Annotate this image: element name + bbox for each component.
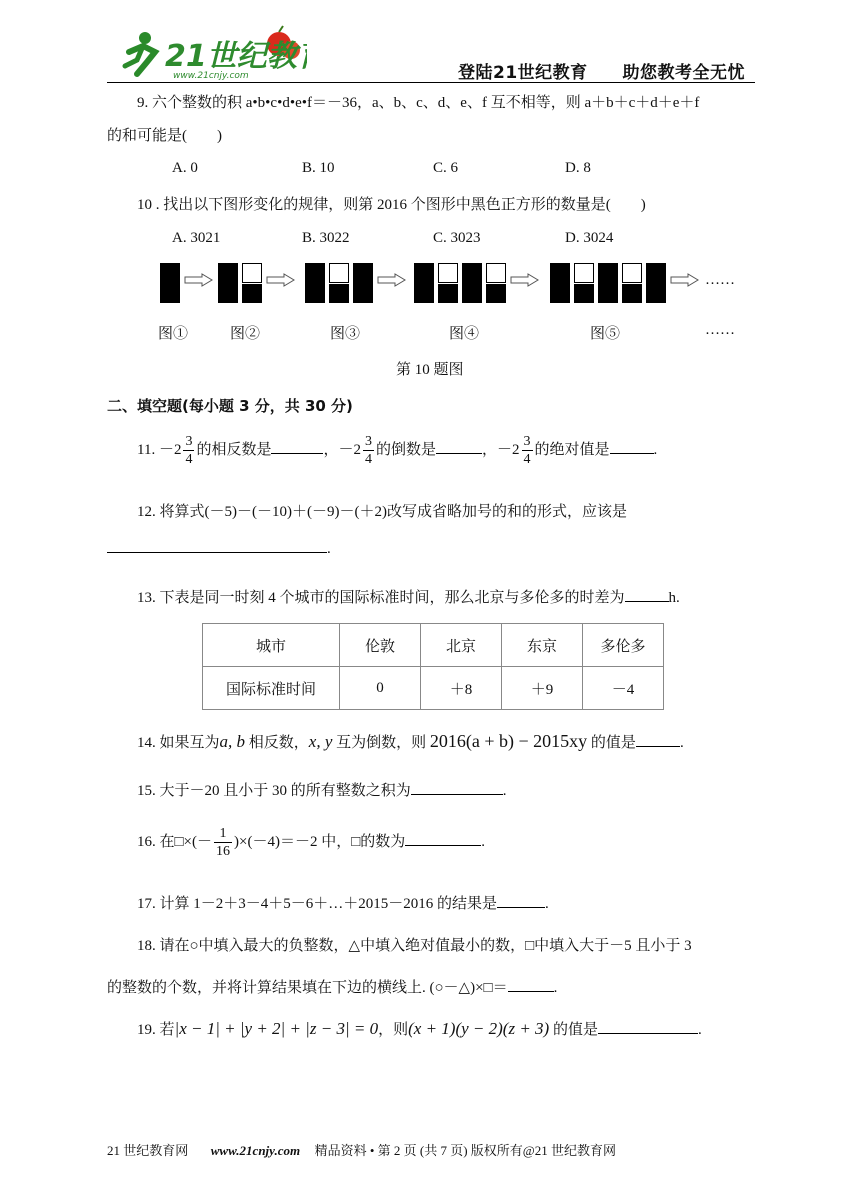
site-logo[interactable] bbox=[107, 22, 307, 82]
logo-graphic bbox=[107, 22, 307, 82]
fig-label-2: 图② bbox=[230, 326, 261, 342]
fig4-black-square bbox=[486, 284, 506, 303]
q18-line2 bbox=[107, 976, 557, 997]
q19-blank[interactable] bbox=[598, 1019, 698, 1034]
table-header-cell: 北京 bbox=[421, 624, 502, 667]
fig5-black-square bbox=[598, 263, 618, 303]
fig-label-4: 图④ bbox=[449, 326, 480, 342]
header-rule bbox=[107, 82, 755, 83]
fig5-black-square bbox=[622, 284, 642, 303]
fig4-black-square bbox=[438, 284, 458, 303]
q11-fraction-3: $\frac{3}{4}$ bbox=[523, 434, 531, 468]
fig5-white-square bbox=[574, 263, 594, 283]
arrow-right-icon bbox=[670, 273, 700, 287]
q11-blank-1[interactable] bbox=[271, 439, 323, 454]
q9-option-a[interactable]: A. 0 bbox=[172, 160, 198, 176]
table-header-cell: 伦敦 bbox=[340, 624, 421, 667]
fig2-white-square bbox=[242, 263, 262, 283]
q10-stem: 10 . 找出以下图形变化的规律，则第 2016 个图形中黑色正方形的数量是( ) bbox=[137, 197, 646, 213]
table-header-cell: 多伦多 bbox=[583, 624, 664, 667]
fig-label-1: 图① bbox=[158, 326, 189, 342]
q10-option-b[interactable]: B. 3022 bbox=[302, 230, 350, 246]
q14-pre: 14. 如果互为 bbox=[137, 735, 220, 751]
fig4-black-square bbox=[414, 263, 434, 303]
fig-label-ellipsis: …… bbox=[705, 322, 735, 338]
fig5-black-square bbox=[646, 263, 666, 303]
slogan-site: 登陆21世纪教育 bbox=[458, 63, 588, 83]
fig2-black-square bbox=[242, 284, 262, 303]
fig4-black-square bbox=[462, 263, 482, 303]
q14-expression: 2016(a + b) − 2015xy bbox=[429, 731, 588, 751]
footer-url[interactable]: www.21cnjy.com bbox=[210, 1143, 301, 1158]
q11-part2: 的倒数是 bbox=[375, 442, 436, 458]
q12-blank[interactable] bbox=[107, 538, 327, 553]
logo-url: www.21cnjy.com bbox=[173, 71, 249, 81]
q14-end: . bbox=[679, 735, 684, 751]
q16-post: )×(－4)＝－2 中，□的数为 bbox=[234, 834, 406, 850]
fig-label-5: 图⑤ bbox=[590, 326, 621, 342]
table-row bbox=[203, 624, 664, 667]
fig5-black-square bbox=[550, 263, 570, 303]
q10-option-c[interactable]: C. 3023 bbox=[433, 230, 481, 246]
q9-option-d[interactable]: D. 8 bbox=[565, 160, 591, 176]
table-cell: 国际标准时间 bbox=[203, 667, 340, 710]
q16 bbox=[137, 820, 485, 864]
q11-part3: 的绝对值是 bbox=[534, 442, 610, 458]
arrow-right-icon bbox=[184, 273, 214, 287]
q11-sep2: ，－2 bbox=[482, 442, 520, 458]
fig1-black-square bbox=[160, 263, 180, 303]
fig4-white-square bbox=[438, 263, 458, 283]
q19-mid: ，则 bbox=[378, 1022, 409, 1038]
q14-xy: x, y bbox=[308, 732, 333, 751]
q18-line2-text: 的整数的个数，并将计算结果填在下边的横线上. (○－△)×□＝ bbox=[107, 980, 508, 996]
q18-end: . bbox=[553, 980, 558, 996]
table-cell: ＋9 bbox=[502, 667, 583, 710]
q14-post: 的值是 bbox=[587, 735, 636, 751]
q13-unit: h. bbox=[668, 590, 680, 606]
q10-option-a[interactable]: A. 3021 bbox=[172, 230, 221, 246]
q11 bbox=[137, 430, 657, 470]
q13-blank[interactable] bbox=[625, 587, 669, 602]
q14-ab: a, b bbox=[219, 732, 246, 751]
q16-pre: 16. 在□×(－ bbox=[137, 834, 213, 850]
q16-end: . bbox=[481, 834, 486, 850]
q16-fraction: $\frac{1}{16}$ bbox=[216, 826, 231, 860]
q11-fraction-2: $\frac{3}{4}$ bbox=[364, 434, 372, 468]
q11-end: . bbox=[653, 442, 658, 458]
q9-line1: 9. 六个整数的积 a•b•c•d•e•f＝－36，a、b、c、d、e、f 互不相等，则 a＋b＋c＋d＋e＋f bbox=[137, 95, 700, 111]
fig-label-3: 图③ bbox=[330, 326, 361, 342]
arrow-right-icon bbox=[510, 273, 540, 287]
table-row bbox=[203, 667, 664, 710]
table-cell: 0 bbox=[340, 667, 421, 710]
table-header-cell: 东京 bbox=[502, 624, 583, 667]
arrow-right-icon bbox=[266, 273, 296, 287]
q12-line1: 12. 将算式(－5)－(－10)＋(－9)－(＋2)改写成省略加号的和的形式，应该是 bbox=[137, 504, 627, 520]
fig4-white-square bbox=[486, 263, 506, 283]
q15-stem: 15. 大于－20 且小于 30 的所有整数之积为 bbox=[137, 783, 411, 799]
q11-blank-3[interactable] bbox=[610, 439, 654, 454]
q16-blank[interactable] bbox=[405, 831, 481, 846]
q19-pre: 19. 若 bbox=[137, 1022, 175, 1038]
q15 bbox=[137, 779, 507, 800]
q12-line2 bbox=[107, 538, 331, 558]
table-cell: －4 bbox=[583, 667, 664, 710]
q11-fraction-1: $\frac{3}{4}$ bbox=[185, 434, 193, 468]
q14-mid: 相反数， bbox=[245, 735, 309, 751]
slogan-motto: 助您教考全无忧 bbox=[622, 63, 746, 83]
table-cell: ＋8 bbox=[421, 667, 502, 710]
q11-prefix: 11. －2 bbox=[137, 442, 182, 458]
q14-mid2: 互为倒数，则 bbox=[332, 735, 430, 751]
fig5-white-square bbox=[622, 263, 642, 283]
logo-text: 21世纪教 bbox=[165, 39, 297, 74]
fig3-white-square bbox=[329, 263, 349, 283]
header-slogan bbox=[458, 58, 745, 83]
q15-end: . bbox=[502, 783, 507, 799]
fig3-black-square bbox=[329, 284, 349, 303]
q13-line bbox=[137, 586, 680, 607]
fig-ellipsis: …… bbox=[705, 272, 735, 288]
q19-expression-2: (x + 1)(y − 2)(z + 3) bbox=[408, 1019, 550, 1038]
table-header-cell: 城市 bbox=[203, 624, 340, 667]
footer-site: 21 世纪教育网 bbox=[107, 1143, 189, 1158]
fig3-black-square bbox=[353, 263, 373, 303]
q19-end: . bbox=[697, 1022, 702, 1038]
q18-line1: 18. 请在○中填入最大的负整数，△中填入绝对值最小的数，□中填入大于－5 且小于 3 bbox=[137, 938, 692, 954]
q17-end: . bbox=[545, 896, 549, 912]
q17-stem: 17. 计算 1－2＋3－4＋5－6＋…＋2015－2016 的结果是 bbox=[137, 896, 498, 912]
fig3-black-square bbox=[305, 263, 325, 303]
q11-blank-2[interactable] bbox=[436, 439, 482, 454]
q15-blank[interactable] bbox=[411, 780, 503, 795]
q14-blank[interactable] bbox=[636, 732, 680, 747]
q19 bbox=[137, 1018, 702, 1039]
q18-blank[interactable] bbox=[508, 977, 554, 992]
section-2-title: 二、填空题(每小题 3 分，共 30 分) bbox=[107, 397, 353, 415]
q17 bbox=[137, 892, 549, 913]
q12-end: . bbox=[327, 541, 331, 557]
q19-expression-1: |x − 1| + |y + 2| + |z − 3| = 0 bbox=[174, 1019, 379, 1038]
timezone-table bbox=[202, 623, 664, 710]
fig5-black-square bbox=[574, 284, 594, 303]
footer-rest: 精品资料 • 第 2 页 (共 7 页) 版权所有@21 世纪教育网 bbox=[314, 1143, 617, 1158]
q14 bbox=[137, 731, 684, 752]
q19-post: 的值是 bbox=[549, 1022, 598, 1038]
q17-blank[interactable] bbox=[497, 893, 545, 908]
q10-option-d[interactable]: D. 3024 bbox=[565, 230, 614, 246]
q11-sep1: ，－2 bbox=[323, 442, 361, 458]
q10-caption: 第 10 题图 bbox=[396, 362, 464, 378]
q11-part1: 的相反数是 bbox=[196, 442, 272, 458]
page-footer bbox=[107, 1140, 616, 1159]
q9-option-b[interactable]: B. 10 bbox=[302, 160, 335, 176]
q9-line2: 的和可能是( ) bbox=[107, 128, 222, 144]
arrow-right-icon bbox=[377, 273, 407, 287]
q13-stem: 13. 下表是同一时刻 4 个城市的国际标准时间，那么北京与多伦多的时差为 bbox=[137, 590, 625, 606]
fig2-black-square bbox=[218, 263, 238, 303]
q9-option-c[interactable]: C. 6 bbox=[433, 160, 459, 176]
